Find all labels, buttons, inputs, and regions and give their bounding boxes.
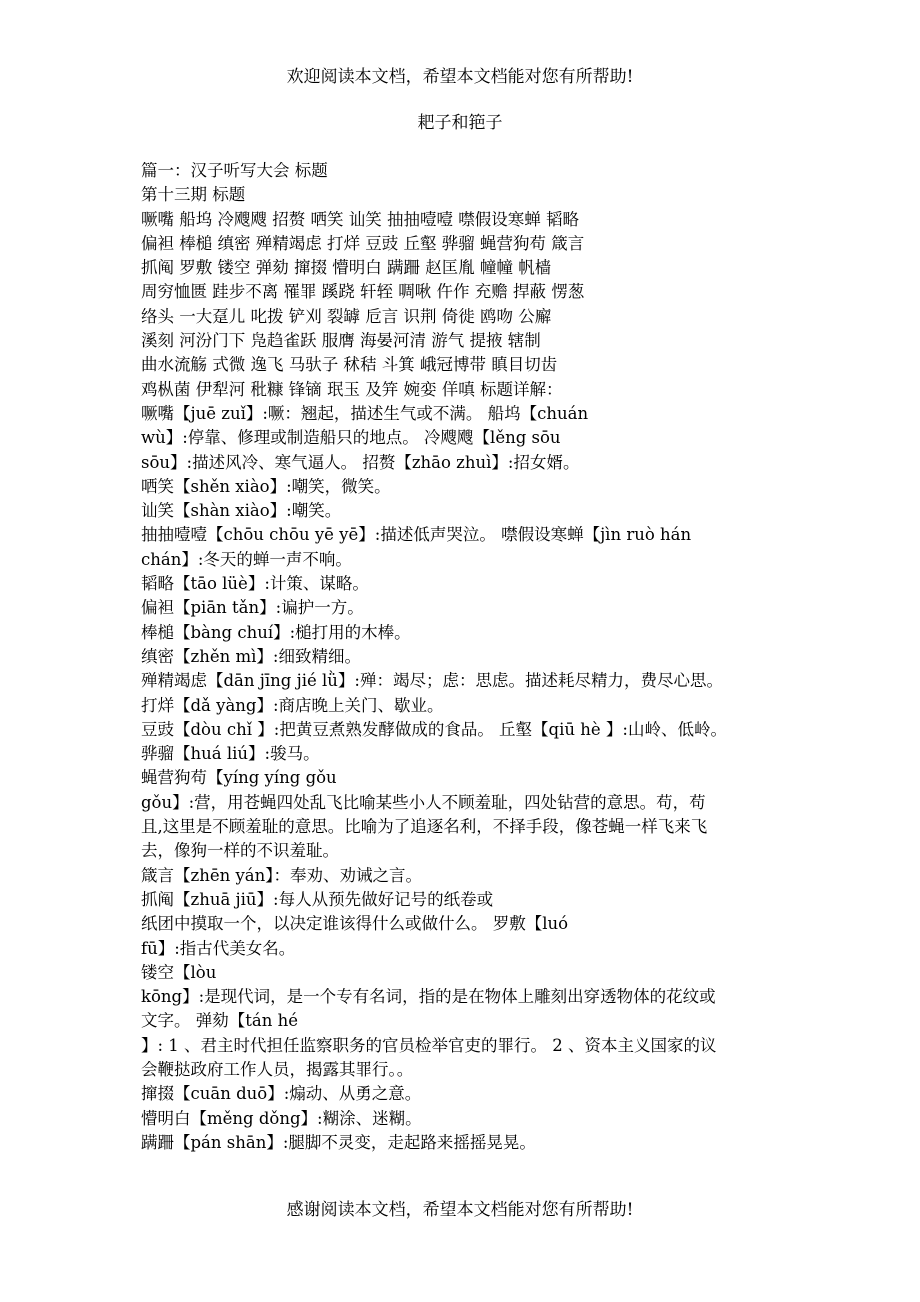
body-line: 蝇营狗苟【yíng yíng gǒu — [141, 768, 337, 788]
body-line: 殚精竭虑【dān jīng jié lǜ】:殚：竭尽；虑：思虑。描述耗尽精力，费尽心思。 — [141, 671, 723, 691]
body-line: 抽抽噎噎【chōu chōu yē yē】:描述低声哭泣。 噤假设寒蝉【jìn ruò hán — [141, 525, 692, 545]
body-line: wù】:停靠、修理或制造船只的地点。 冷飕飕【lěng sōu — [141, 428, 561, 448]
body-line: 缜密【zhěn mì】:细致精细。 — [141, 646, 361, 666]
body-line: 文字。 弹劾【tán hé — [141, 1011, 298, 1031]
body-line: 鸡枞菌 伊犁河 秕糠 锋镝 珉玉 及笄 婉娈 佯嗔 标题详解： — [141, 379, 563, 399]
body-line: 溪刻 河汾门下 凫趋雀跃 服膺 海晏河清 游气 提掖 辖制 — [141, 331, 541, 351]
page-header: 欢迎阅读本文档，希望本文档能对您有所帮助! — [286, 67, 634, 87]
body-line: 讪笑【shàn xiào】:嘲笑。 — [141, 501, 342, 521]
body-line: 豆豉【dòu chǐ 】:把黄豆煮熟发酵做成的食品。 丘壑【qiū hè 】:山岭、低岭。 — [141, 719, 727, 739]
body-line: 篇一：汉子听写大会 标题 — [141, 161, 328, 180]
body-line: 周穷恤匮 跬步不离 罹罪 蹊跷 轩轾 啁啾 仵作 充赡 捍蔽 愣葱 — [141, 282, 585, 302]
body-line: 哂笑【shěn xiào】:嘲笑，微笑。 — [141, 476, 391, 496]
body-line: 打烊【dǎ yàng】:商店晚上关门、歇业。 — [141, 695, 444, 715]
body-line: kōng】:是现代词，是一个专有名词，指的是在物体上雕刻出穿透物体的花纹或 — [141, 987, 716, 1007]
page-footer: 感谢阅读本文档，希望本文档能对您有所帮助! — [286, 1200, 634, 1220]
body-line: 且,这里是不顾羞耻的意思。比喻为了追逐名利，不择手段，像苍蝇一样飞来飞 — [141, 817, 708, 837]
body-line: 懵明白【měng dǒng】:糊涂、迷糊。 — [141, 1108, 422, 1128]
body-line: 噘嘴【juē zuǐ】:噘：翘起，描述生气或不满。 船坞【chuán — [141, 403, 589, 423]
body-line: 纸团中摸取一个，以决定谁该得什么或做什么。 罗敷【luó — [141, 914, 569, 934]
body-line: chán】:冬天的蝉一声不响。 — [141, 549, 352, 569]
body-line: 镂空【lòu — [141, 962, 217, 982]
document-title: 耙子和筢子 — [417, 113, 503, 133]
document-body — [141, 159, 781, 1155]
body-line: 噘嘴 船坞 冷飕飕 招赘 哂笑 讪笑 抽抽噎噎 噤假设寒蝉 韬略 — [141, 209, 579, 229]
body-line: 会鞭挞政府工作人员，揭露其罪行。。 — [141, 1059, 414, 1079]
body-line: fū】:指古代美女名。 — [141, 938, 296, 958]
body-line: 抓阄【zhuā jiū】:每人从预先做好记号的纸卷或 — [141, 889, 494, 909]
body-line: sōu】:描述风冷、寒气逼人。 招赘【zhāo zhuì】:招女婿。 — [141, 452, 580, 472]
body-line: 第十三期 标题 — [141, 185, 246, 205]
body-line: 抓阄 罗敷 镂空 弹劾 撺掇 懵明白 蹒跚 赵匡胤 幢幢 帆樯 — [141, 258, 552, 278]
body-line: 骅骝【huá liú】:骏马。 — [141, 744, 320, 764]
body-line: 箴言【zhēn yán】：奉劝、劝诫之言。 — [141, 865, 422, 885]
body-line: 偏袒【piān tǎn】:谝护一方。 — [141, 598, 364, 618]
body-line: 蹒跚【pán shān】:腿脚不灵变，走起路来摇摇晃晃。 — [141, 1132, 536, 1152]
body-line: 络头 一大趸儿 叱拨 铲刈 裂罅 卮言 识荆 倚徙 鸥吻 公廨 — [141, 306, 552, 326]
body-line: 偏袒 棒槌 缜密 殚精竭虑 打烊 豆豉 丘壑 骅骝 蝇营狗苟 箴言 — [141, 233, 585, 253]
body-line: 棒槌【bàng chuí】:槌打用的木棒。 — [141, 622, 411, 642]
body-line: 撺掇【cuān duō】:煽动、从勇之意。 — [141, 1084, 422, 1104]
body-line: 曲水流觞 式微 逸飞 马驮子 秫秸 斗箕 峨冠博带 瞋目切齿 — [141, 355, 558, 375]
body-line: 】: 1 、君主时代担任监察职务的官员检举官吏的罪行。 2 、资本主义国家的议 — [141, 1035, 717, 1055]
body-line: 去，像狗一样的不识羞耻。 — [141, 841, 339, 861]
body-line: 韬略【tāo lüè】:计策、谋略。 — [141, 574, 369, 594]
body-line: gǒu】:营，用苍蝇四处乱飞比喻某些小人不顾羞耻，四处钻营的意思。苟，苟 — [141, 792, 706, 812]
